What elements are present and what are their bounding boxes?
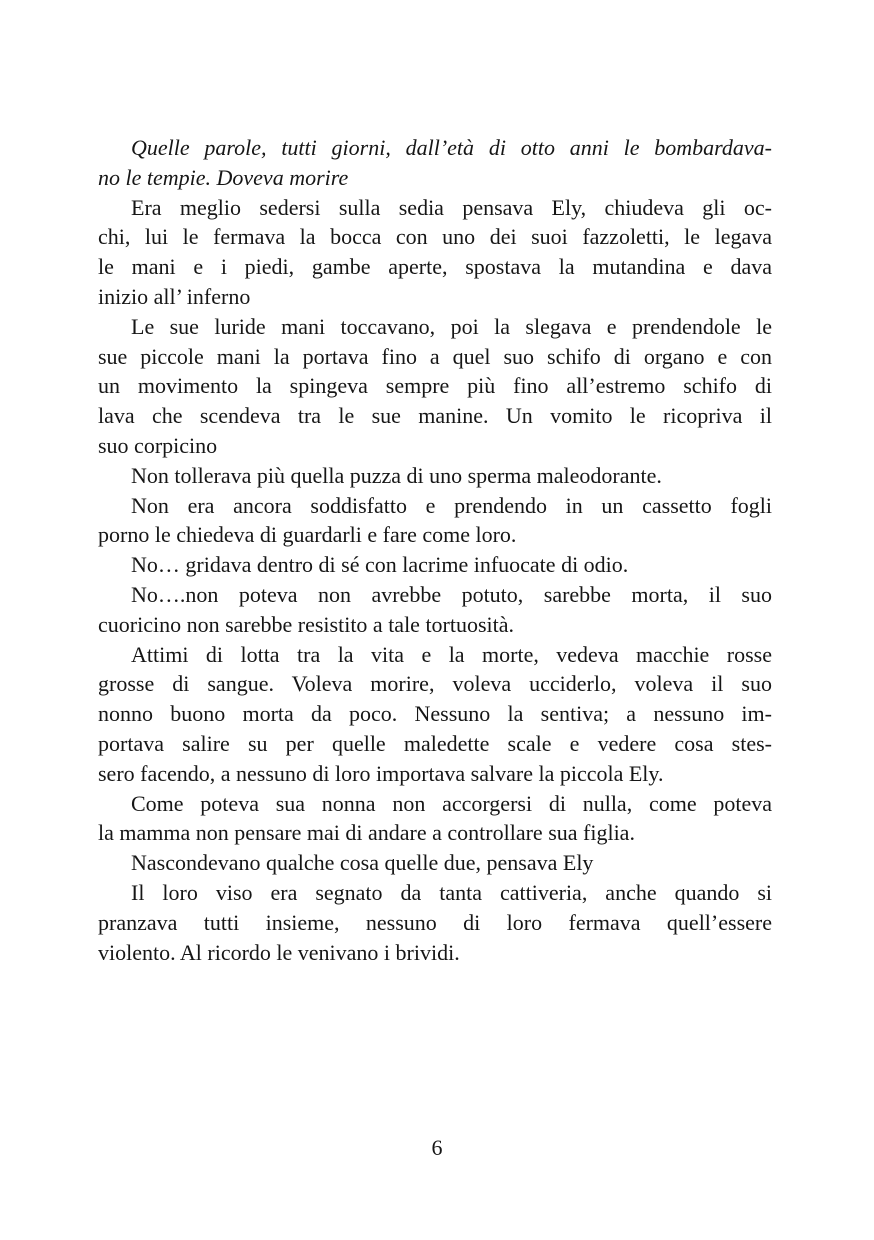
text-line: Era meglio sedersi sulla sedia pensava Ely, chiudeva gli oc- — [131, 194, 772, 220]
paragraph — [98, 878, 772, 967]
text-line: grosse di sangue. Voleva morire, voleva ucciderlo, voleva il suo — [98, 671, 772, 697]
text-line: sue piccole mani la portava fino a quel suo schifo di organo e con — [98, 343, 772, 369]
text-line: cuoricino non sarebbe resistito a tale tortuosità. — [98, 611, 515, 637]
text-line: Le sue luride mani toccavano, poi la slegava e prendendole le — [131, 313, 772, 339]
paragraph — [98, 640, 772, 789]
paragraph — [98, 312, 772, 461]
text-line: la mamma non pensare mai di andare a controllare sua figlia. — [98, 820, 635, 846]
text-line: Quelle parole, tutti giorni, dall’età di otto anni le bombardava- — [131, 135, 772, 160]
page-number: 6 — [431, 1135, 443, 1160]
text-line: Nascondevano qualche cosa quelle due, pensava Ely — [131, 850, 594, 876]
paragraph — [98, 461, 772, 491]
text-line: porno le chiedeva di guardarli e fare come loro. — [98, 522, 517, 548]
paragraph — [98, 133, 772, 193]
paragraph — [98, 491, 772, 551]
text-line: suo corpicino — [98, 432, 218, 458]
paragraph — [98, 550, 772, 580]
text-line: lava che scendeva tra le sue manine. Un vomito le ricopriva il — [98, 403, 772, 429]
text-line: un movimento la spingeva sempre più fino all’estremo schifo di — [98, 373, 772, 399]
text-line: Non era ancora soddisfatto e prendendo in un cassetto fogli — [131, 492, 772, 518]
text-line: No… gridava dentro di sé con lacrime infuocate di odio. — [131, 552, 629, 578]
text-line: portava salire su per quelle maledette scale e vedere cosa stes- — [98, 730, 772, 756]
text-line: Il loro viso era segnato da tanta cattiveria, anche quando si — [131, 879, 772, 905]
text-line: violento. Al ricordo le venivano i brividi. — [98, 939, 460, 965]
text-block — [98, 133, 772, 967]
text-line: Attimi di lotta tra la vita e la morte, vedeva macchie rosse — [131, 641, 772, 667]
text-line: sero facendo, a nessuno di loro importava salvare la piccola Ely. — [98, 760, 664, 786]
text-line: pranzava tutti insieme, nessuno di loro fermava quell’essere — [98, 909, 772, 935]
text-line: le mani e i piedi, gambe aperte, spostava la mutandina e dava — [98, 254, 772, 280]
text-line: No….non poteva non avrebbe potuto, sarebbe morta, il suo — [131, 581, 772, 607]
text-line: chi, lui le fermava la bocca con uno dei suoi fazzoletti, le legava — [98, 224, 772, 250]
text-line: nonno buono morta da poco. Nessuno la sentiva; a nessuno im- — [98, 701, 772, 727]
paragraph — [98, 848, 772, 878]
text-line: Come poteva sua nonna non accorgersi di nulla, come poteva — [131, 790, 772, 816]
text-line: inizio all’ inferno — [98, 283, 251, 309]
text-line: Non tollerava più quella puzza di uno sperma maleodorante. — [131, 462, 662, 488]
text-line: no le tempie. Doveva morire — [98, 164, 349, 190]
paragraph — [98, 580, 772, 640]
paragraph — [98, 193, 772, 312]
paragraph — [98, 789, 772, 849]
